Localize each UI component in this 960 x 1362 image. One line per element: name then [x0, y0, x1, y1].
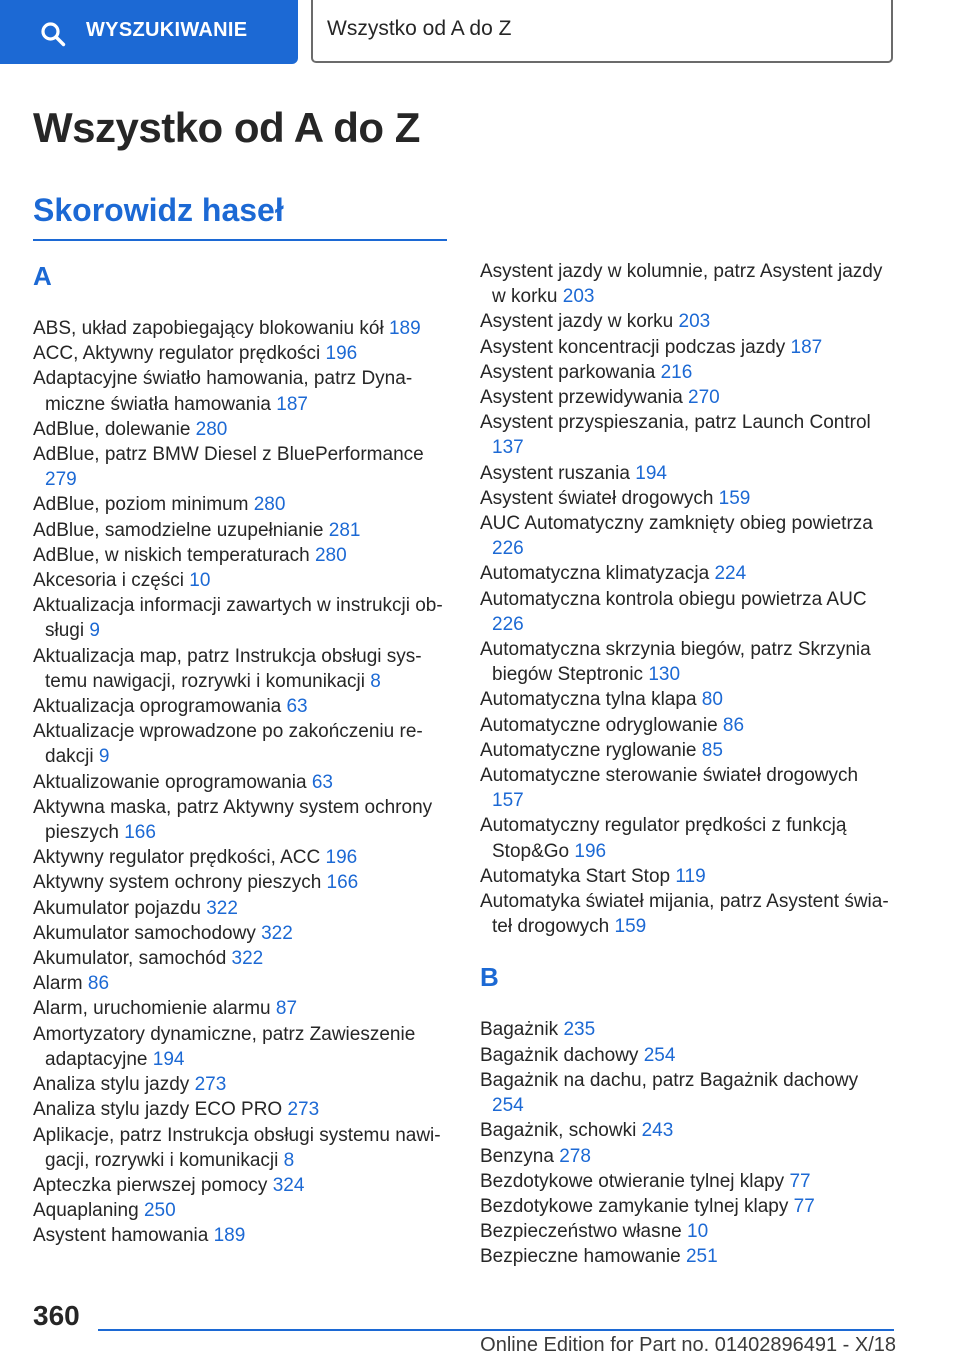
- index-entry-text: Automatyczny regulator prędkości z funkcją Stop&Go: [480, 815, 847, 862]
- index-entry: [480, 1118, 895, 1143]
- index-entry: [480, 637, 895, 687]
- index-column-left: [33, 258, 447, 1249]
- index-entry-text: Bezpieczne hamowanie: [480, 1246, 681, 1268]
- index-entry-page-link[interactable]: 322: [261, 922, 293, 944]
- index-entry-page-link[interactable]: 280: [314, 544, 347, 566]
- breadcrumb-label: Wszystko od A do Z: [327, 17, 512, 40]
- breadcrumb[interactable]: [311, 0, 893, 63]
- index-entry: [33, 1123, 447, 1173]
- index-entry: [480, 486, 895, 511]
- index-entry-text: Automatyczne ryglowanie: [480, 739, 697, 761]
- index-entry: [33, 971, 447, 996]
- index-entry: [33, 366, 447, 416]
- index-entry: [33, 921, 447, 946]
- index-entry: [33, 492, 447, 517]
- index-entry-text: AdBlue, samodzielne uzupełnianie: [33, 519, 324, 541]
- index-entry-page-link[interactable]: 322: [231, 948, 264, 970]
- index-entry-page-link[interactable]: 77: [789, 1170, 811, 1192]
- index-entry-text: Asystent ruszania: [480, 462, 630, 484]
- index-entry-text: Analiza stylu jazdy: [33, 1074, 190, 1096]
- index-list-a: [33, 316, 447, 1249]
- index-entry-text: Analiza stylu jazdy ECO PRO: [33, 1099, 283, 1121]
- index-column-right: [480, 259, 895, 1270]
- index-letter-b: B: [480, 962, 499, 993]
- index-entry-page-link[interactable]: 273: [194, 1074, 227, 1096]
- index-entry-text: Asystent przewidywania: [480, 387, 683, 409]
- index-entry-page-link[interactable]: 278: [559, 1145, 591, 1167]
- index-entry-text: Bagażnik dachowy: [480, 1044, 639, 1066]
- index-entry-page-link[interactable]: 196: [325, 343, 358, 365]
- index-entry-page-link[interactable]: 203: [562, 286, 595, 308]
- index-entry: [480, 1194, 895, 1219]
- index-entry-text: AdBlue, poziom minimum: [33, 494, 249, 516]
- index-entry-text: Automatyczna kontrola obiegu powietrza AUC: [480, 588, 867, 610]
- section-title: Skorowidz haseł: [33, 192, 284, 228]
- index-entry-text: Asystent świateł drogowych: [480, 487, 714, 509]
- index-entry-text: Automatyczna klimatyzacja: [480, 563, 710, 585]
- index-entry: [33, 1173, 447, 1198]
- index-entry-page-link[interactable]: 187: [790, 336, 823, 358]
- index-entry: [480, 813, 895, 863]
- index-letter-a: A: [33, 261, 52, 291]
- index-entry-page-link[interactable]: 159: [718, 487, 751, 509]
- index-entry-text: Akumulator, samochód: [33, 948, 227, 970]
- index-entry-text: Automatyka Start Stop: [480, 865, 671, 887]
- index-entry: [480, 864, 895, 889]
- index-entry-page-link[interactable]: 270: [688, 387, 720, 409]
- index-entry: [33, 896, 447, 921]
- index-entry-page-link[interactable]: 8: [283, 1149, 295, 1171]
- footer-divider: [98, 1329, 894, 1331]
- index-entry-page-link[interactable]: 250: [143, 1200, 176, 1222]
- index-entry-page-link[interactable]: 281: [328, 519, 361, 541]
- index-entry-text: Automatyczne sterowanie świateł drogowych: [480, 765, 859, 787]
- index-entry: [33, 795, 447, 845]
- index-entry-page-link[interactable]: 226: [492, 613, 524, 635]
- index-entry-page-link[interactable]: 189: [388, 318, 421, 339]
- index-entry: [33, 770, 447, 795]
- index-entry-page-link[interactable]: 9: [98, 746, 110, 768]
- index-entry-page-link[interactable]: 85: [701, 739, 723, 761]
- index-entry-text: Akumulator pojazdu: [33, 897, 201, 919]
- index-entry: [480, 687, 895, 712]
- index-entry-page-link[interactable]: 8: [370, 670, 381, 692]
- index-entry: [480, 461, 895, 486]
- index-entry: [33, 845, 447, 870]
- index-entry: [33, 417, 447, 442]
- index-entry: [33, 543, 447, 568]
- index-entry-text: Asystent jazdy w korku: [480, 311, 674, 333]
- index-entry-text: Asystent koncentracji podczas jazdy: [480, 336, 786, 358]
- index-entry-text: AdBlue, w niskich temperaturach: [33, 544, 310, 566]
- index-entry-text: Asystent parkowania: [480, 361, 656, 383]
- index-entry-page-link[interactable]: 196: [325, 847, 358, 869]
- index-entry-page-link[interactable]: 280: [253, 494, 286, 516]
- index-entry: [480, 587, 895, 637]
- index-entry: [480, 335, 895, 360]
- section-divider: [33, 239, 447, 241]
- index-entry: [33, 593, 447, 643]
- index-entry: [33, 1072, 447, 1097]
- index-entry-page-link[interactable]: 216: [660, 361, 693, 383]
- index-entry: [33, 719, 447, 769]
- index-entry-page-link[interactable]: 243: [641, 1120, 674, 1142]
- index-entry: [33, 694, 447, 719]
- index-entry-page-link[interactable]: 86: [87, 973, 110, 995]
- footer-edition-text: Online Edition for Part no. 01402896491 - X/18: [480, 1334, 896, 1356]
- index-entry-text: Asystent hamowania: [33, 1225, 209, 1247]
- index-entry: [480, 309, 895, 334]
- index-entry-text: Aplikacje, patrz Instrukcja obsługi systemu nawigacji, rozrywki i komunikacji: [33, 1124, 441, 1171]
- index-entry-page-link[interactable]: 86: [722, 714, 745, 736]
- index-entry-page-link[interactable]: 157: [492, 790, 524, 812]
- index-entry-page-link[interactable]: 254: [492, 1095, 524, 1117]
- index-entry-page-link[interactable]: 196: [574, 840, 607, 862]
- index-entry-page-link[interactable]: 63: [286, 696, 308, 718]
- index-entry-page-link[interactable]: 10: [687, 1221, 709, 1243]
- index-list-a-continued: [480, 259, 895, 939]
- index-entry-page-link[interactable]: 77: [793, 1195, 815, 1217]
- index-list-b: [480, 1017, 895, 1269]
- index-entry: [480, 763, 895, 813]
- index-entry-text: Automatyczna skrzynia biegów, patrz Skrzynia biegów Steptronic: [480, 639, 871, 686]
- index-entry-page-link[interactable]: 130: [648, 664, 681, 686]
- index-entry-text: Aktywna maska, patrz Aktywny system ochrony pieszych: [33, 796, 433, 844]
- index-entry-text: Bezdotykowe otwieranie tylnej klapy: [480, 1170, 785, 1192]
- index-entry-text: Bagażnik na dachu, patrz Bagażnik dachowy: [480, 1069, 859, 1091]
- index-entry-text: ACC, Aktywny regulator prędkości: [33, 343, 321, 365]
- index-entry-text: Asystent jazdy w kolumnie, patrz Asystent jazdy w korku: [480, 261, 883, 308]
- index-entry: [33, 1097, 447, 1122]
- index-entry-text: Alarm, uruchomienie alarmu: [33, 998, 271, 1020]
- index-entry-text: Aktualizacja informacji zawartych w instrukcji obsługi: [33, 595, 443, 642]
- index-entry-text: Aktualizacja oprogramowania: [33, 696, 282, 718]
- index-entry: [33, 946, 447, 971]
- index-entry: [480, 713, 895, 738]
- index-entry: [33, 1022, 447, 1072]
- search-button-label: WYSZUKIWANIE: [86, 19, 248, 41]
- index-entry: [480, 561, 895, 586]
- top-bar: [0, 0, 960, 66]
- index-entry-text: Aktualizacja map, patrz Instrukcja obsługi systemu nawigacji, rozrywki i komunikacji: [33, 645, 422, 692]
- index-entry-text: Aktywny regulator prędkości, ACC: [33, 847, 321, 869]
- index-entry-text: AUC Automatyczny zamknięty obieg powietrza: [480, 513, 873, 535]
- index-entry: [33, 644, 447, 694]
- spacer: [480, 939, 895, 959]
- index-entry: [480, 259, 895, 309]
- index-entry: [480, 360, 895, 385]
- index-entry-text: Automatyczna tylna klapa: [480, 689, 697, 711]
- index-entry-text: AdBlue, patrz BMW Diesel z BluePerformance: [33, 444, 424, 466]
- index-entry-page-link[interactable]: 194: [635, 462, 667, 484]
- index-entry-page-link[interactable]: 63: [311, 771, 333, 793]
- index-entry: [480, 889, 895, 939]
- index-entry: [33, 341, 447, 366]
- page-title: Wszystko od A do Z: [33, 104, 420, 151]
- index-entry-text: Akcesoria i części: [33, 570, 184, 592]
- index-entry-text: Aktualizacje wprowadzone po zakończeniu redakcji: [33, 721, 423, 768]
- index-entry-page-link[interactable]: 87: [275, 998, 298, 1020]
- index-entry-text: Akumulator samochodowy: [33, 922, 256, 944]
- index-entry-page-link[interactable]: 194: [152, 1048, 185, 1070]
- index-entry-text: Adaptacyjne światło hamowania, patrz Dynamiczne światła hamowania: [33, 368, 413, 415]
- index-entry-page-link[interactable]: 224: [714, 563, 747, 585]
- index-entry: [480, 1144, 895, 1169]
- index-entry-text: Bezdotykowe zamykanie tylnej klapy: [480, 1195, 789, 1217]
- index-entry-page-link[interactable]: 273: [287, 1099, 320, 1121]
- index-entry-text: Aktywny system ochrony pieszych: [33, 872, 322, 894]
- index-entry-page-link[interactable]: 137: [492, 437, 524, 459]
- index-entry: [480, 511, 895, 561]
- search-button[interactable]: [0, 0, 298, 64]
- index-entry-text: Automatyka świateł mijania, patrz Asystent świateł drogowych: [480, 891, 889, 938]
- index-entry-page-link[interactable]: 324: [272, 1174, 305, 1196]
- index-entry: [480, 1068, 895, 1118]
- index-entry: [480, 1219, 895, 1244]
- index-entry-page-link[interactable]: 159: [614, 916, 647, 938]
- index-entry: [33, 442, 447, 492]
- index-entry: [480, 1043, 895, 1068]
- index-entry-page-link[interactable]: 226: [492, 538, 524, 560]
- index-entry: [33, 518, 447, 543]
- index-entry-text: Apteczka pierwszej pomocy: [33, 1174, 268, 1196]
- index-entry: [480, 1244, 895, 1269]
- index-entry-page-link[interactable]: 189: [213, 1225, 246, 1247]
- index-entry-page-link[interactable]: 235: [563, 1019, 596, 1041]
- index-entry-text: Automatyczne odryglowanie: [480, 714, 718, 736]
- index-entry-page-link[interactable]: 9: [89, 620, 100, 642]
- index-entry-page-link[interactable]: 279: [45, 469, 77, 491]
- index-entry-page-link[interactable]: 10: [189, 570, 211, 592]
- index-entry-text: ABS, układ zapobiegający blokowaniu kół: [33, 318, 384, 339]
- index-entry-text: Bezpieczeństwo własne: [480, 1221, 682, 1243]
- index-entry-page-link[interactable]: 251: [685, 1246, 718, 1268]
- index-entry: [480, 410, 895, 460]
- index-entry-text: Benzyna: [480, 1145, 554, 1167]
- index-entry: [33, 316, 447, 341]
- index-entry-page-link[interactable]: 187: [276, 393, 308, 415]
- index-entry-text: Alarm: [33, 973, 83, 995]
- index-entry-text: Bagażnik: [480, 1019, 559, 1041]
- index-entry-page-link[interactable]: 166: [326, 872, 359, 894]
- index-entry-text: AdBlue, dolewanie: [33, 418, 191, 440]
- search-icon: [40, 21, 66, 47]
- index-entry-page-link[interactable]: 322: [206, 897, 238, 919]
- index-entry-text: Asystent przyspieszania, patrz Launch Control: [480, 412, 871, 434]
- page-number: 360: [33, 1300, 80, 1331]
- index-entry: [33, 1198, 447, 1223]
- index-entry: [33, 568, 447, 593]
- index-entry-page-link[interactable]: 254: [643, 1044, 676, 1066]
- index-entry-text: Aktualizowanie oprogramowania: [33, 771, 307, 793]
- index-entry-page-link[interactable]: 203: [678, 311, 711, 333]
- index-entry: [33, 1223, 447, 1248]
- index-entry: [33, 996, 447, 1021]
- index-entry-text: Amortyzatory dynamiczne, patrz Zawieszenie adaptacyjne: [33, 1023, 416, 1070]
- index-entry: [33, 870, 447, 895]
- index-entry-text: Bagażnik, schowki: [480, 1120, 637, 1142]
- index-entry: [480, 1169, 895, 1194]
- index-entry-page-link[interactable]: 80: [701, 689, 723, 711]
- index-entry-page-link[interactable]: 280: [195, 418, 228, 440]
- index-entry-text: Aquaplaning: [33, 1200, 139, 1222]
- index-entry-page-link[interactable]: 119: [675, 865, 706, 887]
- index-entry: [480, 385, 895, 410]
- index-entry-page-link[interactable]: 166: [124, 822, 156, 844]
- index-entry: [480, 738, 895, 763]
- index-entry: [480, 1017, 895, 1042]
